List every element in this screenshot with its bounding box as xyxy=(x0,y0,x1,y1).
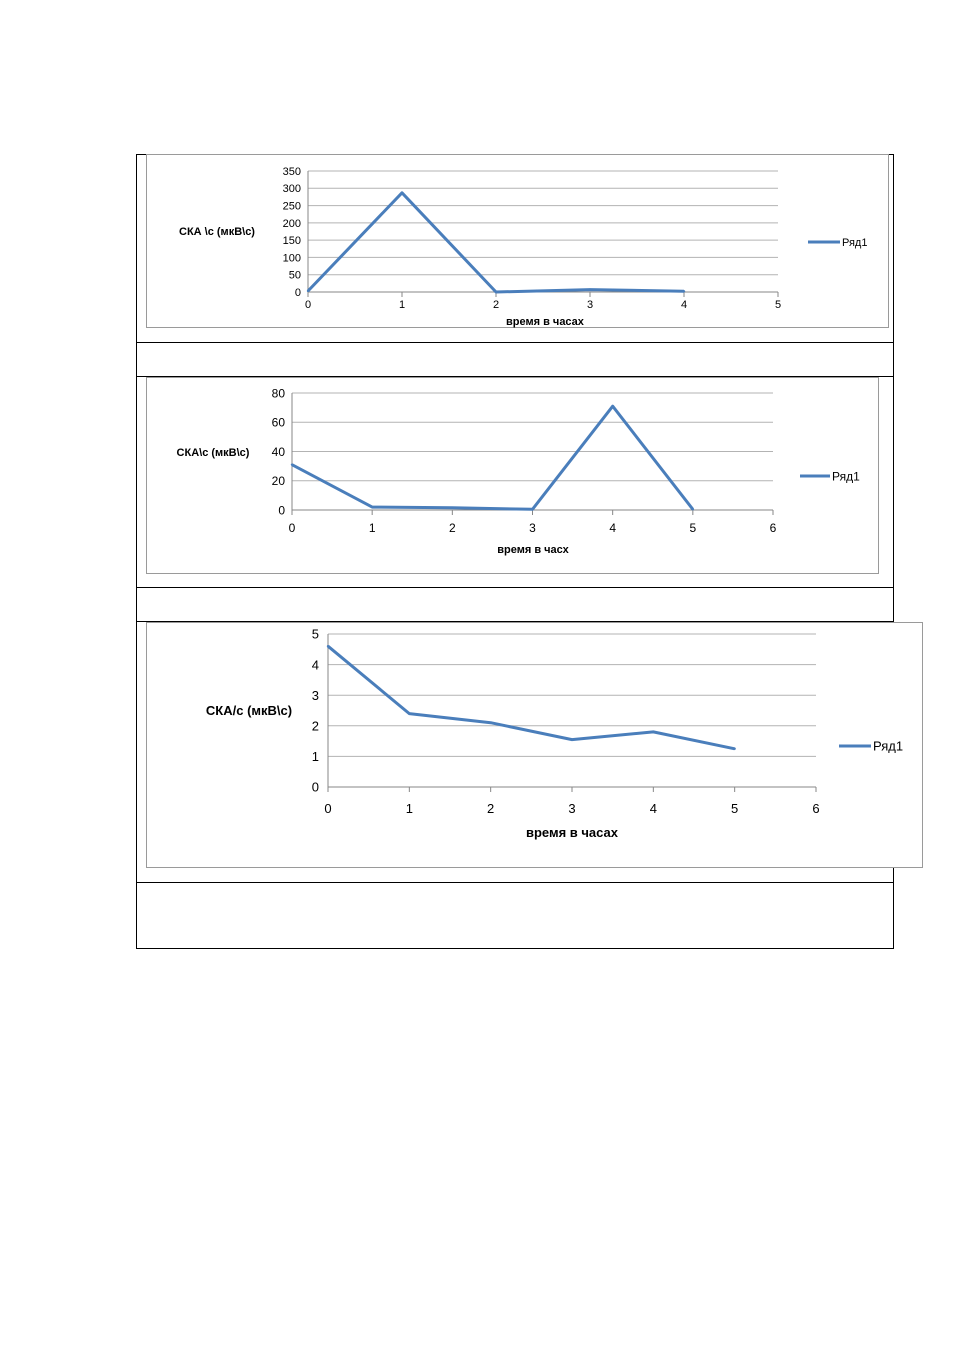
data-point xyxy=(652,731,654,733)
x-tick-label: 4 xyxy=(680,299,688,311)
series-line xyxy=(292,406,693,509)
x-tick-label: 4 xyxy=(609,521,617,535)
data-point xyxy=(495,291,497,293)
y-tick-label: 1 xyxy=(311,749,319,765)
x-tick-label: 5 xyxy=(774,299,782,311)
x-tick-label: 1 xyxy=(368,521,376,535)
legend-label: Ряд1 xyxy=(832,469,860,484)
y-tick-label: 200 xyxy=(282,217,301,230)
x-tick-label: 3 xyxy=(568,801,576,816)
y-tick-label: 250 xyxy=(282,200,301,213)
x-tick-label: 0 xyxy=(288,521,296,535)
x-tick-label: 2 xyxy=(487,801,495,816)
y-tick-label: 0 xyxy=(278,503,285,518)
data-point xyxy=(531,508,533,510)
x-tick-label: 6 xyxy=(769,521,777,535)
y-tick-label: 2 xyxy=(311,718,319,734)
x-axis-title: время в часх xyxy=(497,544,569,556)
y-tick-label: 0 xyxy=(311,779,319,795)
legend-label: Ряд1 xyxy=(842,236,868,249)
x-tick-label: 5 xyxy=(689,521,697,535)
y-axis-title: СКА/с (мкВ\с) xyxy=(205,703,293,718)
data-point xyxy=(733,748,735,750)
x-axis-title: время в часах xyxy=(506,316,584,328)
legend-label: Ряд1 xyxy=(873,738,904,754)
data-point xyxy=(589,288,591,290)
y-tick-label: 4 xyxy=(311,657,319,673)
x-axis-title: время в часах xyxy=(525,825,619,840)
data-point xyxy=(692,508,694,510)
y-tick-label: 80 xyxy=(271,386,285,401)
y-tick-label: 150 xyxy=(282,235,301,248)
y-tick-label: 50 xyxy=(288,269,301,282)
data-point xyxy=(683,290,685,292)
x-tick-label: 3 xyxy=(586,299,594,311)
x-tick-label: 5 xyxy=(731,801,739,816)
y-tick-label: 350 xyxy=(282,165,301,178)
series-line xyxy=(328,646,735,749)
y-tick-label: 40 xyxy=(271,444,285,459)
data-point xyxy=(611,405,613,407)
y-axis-title: СКА\с (мкВ\с) xyxy=(176,447,250,459)
x-tick-label: 2 xyxy=(492,299,500,311)
x-tick-label: 4 xyxy=(649,801,657,816)
y-tick-label: 100 xyxy=(282,252,301,265)
y-tick-label: 3 xyxy=(311,687,319,703)
x-tick-label: 3 xyxy=(529,521,536,535)
y-tick-label: 0 xyxy=(294,286,301,299)
data-point xyxy=(401,192,403,194)
x-tick-label: 2 xyxy=(448,521,456,535)
y-tick-label: 20 xyxy=(271,474,285,489)
series-line xyxy=(308,193,684,292)
data-point xyxy=(327,645,329,647)
data-point xyxy=(291,463,293,465)
y-tick-label: 60 xyxy=(271,415,285,430)
x-tick-label: 0 xyxy=(304,299,312,311)
data-point xyxy=(307,290,309,292)
y-tick-label: 5 xyxy=(311,626,319,642)
y-tick-label: 300 xyxy=(282,183,301,196)
data-point xyxy=(451,507,453,509)
data-point xyxy=(408,712,410,714)
x-tick-label: 1 xyxy=(405,801,413,816)
data-point xyxy=(371,506,373,508)
y-axis-title: СКА \с (мкВ\с) xyxy=(179,226,255,238)
data-point xyxy=(489,722,491,724)
x-tick-label: 1 xyxy=(398,299,406,311)
x-tick-label: 6 xyxy=(812,801,820,816)
x-tick-label: 0 xyxy=(324,801,332,816)
data-point xyxy=(571,738,573,740)
